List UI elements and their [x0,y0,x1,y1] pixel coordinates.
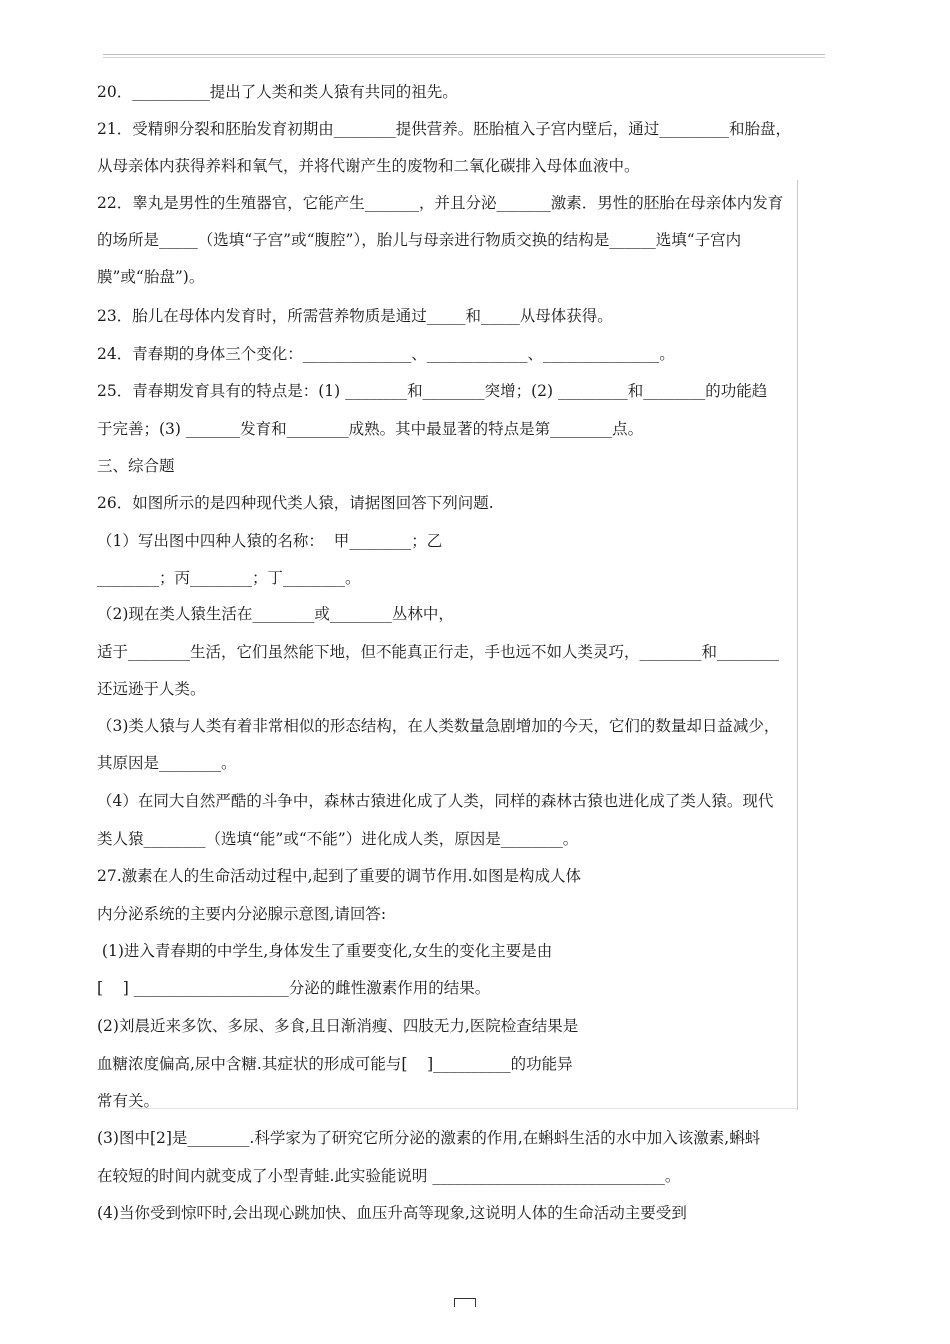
question-24: 24．青春期的身体三个变化：______________、_____________、_______________。 [97,345,675,363]
question-27-part-1-line-1: (1)进入青春期的中学生,身体发生了重要变化,女生的变化主要是由 [97,942,553,960]
question-26-part-2-line-3: 还远逊于人类。 [97,680,206,698]
question-21-line-1: 21．受精卵分裂和胚胎发育初期由________提供营养。胚胎植入子宫内壁后，通过_________和胎盘， [97,120,791,138]
header-rule [103,54,825,58]
question-27-part-3-line-1: (3)图中[2]是________.科学家为了研究它所分泌的激素的作用,在蝌蚪生活的水中加入该激素,蝌蚪 [97,1129,761,1147]
question-26-stem: 26．如图所示的是四种现代类人猿，请据图回答下列问题. [97,494,494,512]
question-26-part-2-line-2: 适于________生活，它们虽然能下地，但不能真正行走，手也远不如人类灵巧，________和________ [97,643,780,661]
question-26-part-4-line-1: （4）在同大自然严酷的斗争中，森林古猿进化成了人类，同样的森林古猿也进化成了类人猿。现代 [97,792,774,810]
question-26-part-1-line-1: （1）写出图中四种人猿的名称： 甲________；乙 [97,532,443,550]
question-25-line-1: 25．青春期发育具有的特点是：(1) ________和________突增；(2) _________和________的功能趋 [97,382,768,400]
question-22-line-1: 22．睾丸是男性的生殖器官，它能产生_______，并且分泌_______激素．男性的胚胎在母亲体内发育 [97,194,784,212]
question-27-part-1-line-2: [ ] ____________________分泌的雌性激素作用的结果。 [97,979,491,997]
question-23: 23．胎儿在母体内发育时，所需营养物质是通过_____和_____从母体获得。 [97,307,613,325]
question-26-part-3-line-2: 其原因是________。 [97,754,237,772]
question-27-part-2-line-3: 常有关。 [97,1092,160,1110]
question-22-line-3: 膜”或“胎盘”)。 [97,268,205,286]
question-27-part-4-line-1: (4)当你受到惊吓时,会出现心跳加快、血压升高等现象,这说明人体的生命活动主要受到 [97,1204,687,1222]
question-27-part-3-line-2: 在较短的时间内就变成了小型青蛙.此实验能说明 ______________________________。 [97,1167,681,1185]
question-26-part-1-line-2: ________；丙________；丁________。 [97,569,361,587]
question-27-part-2-line-2: 血糖浓度偏高,尿中含糖.其症状的形成可能与[ ]__________的功能异 [97,1055,573,1073]
question-26-part-2-line-1: （2)现在类人猿生活在________或________丛林中， [97,605,454,623]
question-21-line-2: 从母亲体内获得养料和氧气，并将代谢产生的废物和二氧化碳排入母体血液中。 [97,157,640,175]
figure-frame-right-edge [797,180,798,1110]
question-22-line-2: 的场所是_____（选填“子宫”或“腹腔”），胎儿与母亲进行物质交换的结构是______选填“子宫内 [97,231,742,249]
question-27-stem-line-1: 27.激素在人的生命活动过程中,起到了重要的调节作用.如图是构成人体 [97,867,582,885]
question-20: 20．__________提出了人类和类人猿有共同的祖先。 [97,83,458,101]
question-27-part-2-line-1: (2)刘晨近来多饮、多尿、多食,且日渐消瘦、四肢无力,医院检查结果是 [97,1017,579,1035]
section-heading: 三、综合题 [97,457,175,475]
question-25-line-2: 于完善；(3) _______发育和________成熟。其中最显著的特点是第________点。 [97,420,644,438]
figure-frame-bottom-edge [130,1108,797,1109]
page-number-mark [454,1298,476,1307]
question-26-part-3-line-1: （3)类人猿与人类有着非常相似的形态结构，在人类数量急剧增加的今天，它们的数量却日益减少， [97,717,780,735]
question-27-stem-line-2: 内分泌系统的主要内分泌腺示意图,请回答: [97,905,387,923]
question-26-part-4-line-2: 类人猿________（选填“能”或“不能”）进化成人类，原因是________。 [97,830,579,848]
